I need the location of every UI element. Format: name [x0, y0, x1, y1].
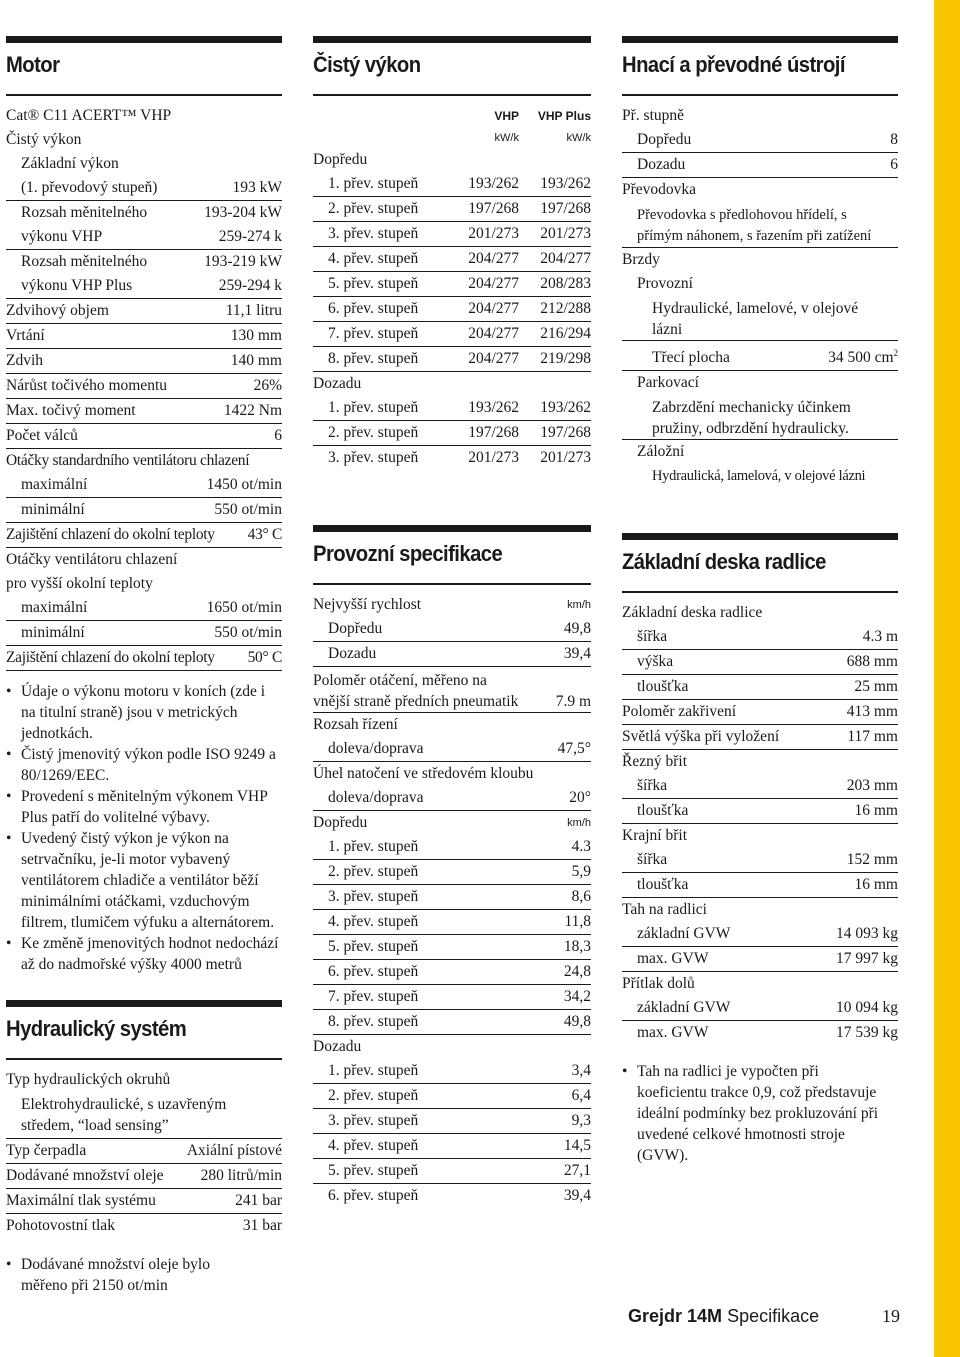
gear-row: 2. přev. stupeň 6,4 [313, 1084, 591, 1109]
divider [313, 583, 591, 585]
gear-row: 2. přev. stupeň 197/268 197/268 [313, 197, 591, 222]
arc-radius-row: Poloměr zakřivení 413 mm [622, 700, 898, 725]
gear-row: 3. přev. stupeň 201/273 201/273 [313, 222, 591, 247]
net-power-label: Čistý výkon [6, 131, 82, 148]
divider [622, 591, 898, 593]
secondary-brake-label: Záložní [637, 443, 685, 461]
gear-row: 6. přev. stupeň 24,8 [313, 960, 591, 985]
pump-row: Typ čerpadla Axiální pístové [6, 1139, 282, 1164]
cooling-hi-row: Zajištění chlazení do okolní teploty 50° C [6, 646, 282, 671]
eb-thickness-row: tloušťka 16 mm [622, 873, 898, 898]
note-item: • Dodávané množství oleje bylo měřeno při 2150 ot/min [6, 1254, 242, 1296]
ops-section [313, 525, 591, 1208]
net-power-title: Čistý výkon [313, 52, 421, 77]
top-speed-row: Nejvyšší rychlost km/h [313, 596, 591, 613]
reverse-label: Dozadu [313, 375, 362, 392]
friction-row: Třecí plocha 34 500 $cm^2$ [622, 341, 898, 371]
moldboard-notes [622, 1061, 898, 1166]
ops-title: Provozní specifikace [313, 541, 503, 566]
gear-row: 1. přev. stupeň 193/262 193/262 [313, 172, 591, 197]
divider [622, 94, 898, 96]
speed-forward-rows [313, 835, 591, 1035]
divider [313, 94, 591, 96]
down-pressure-label: Přítlak dolů [622, 975, 695, 993]
mb-thickness-row: tloušťka 25 mm [622, 675, 898, 700]
drivetrain-title: Hnací a převodné ústrojí [622, 52, 845, 77]
page-footer [628, 1306, 900, 1327]
note-item: • Provedení s měnitelným výkonem VHP Plus patří do volitelné výbavy. [6, 786, 282, 828]
engine-model: Cat® C11 ACERT™ VHP [6, 107, 172, 124]
gear-row: 5. přev. stupeň 27,1 [313, 1159, 591, 1184]
end-bit-label: Krajní břit [622, 827, 687, 845]
range-vhp-row: Rozsah měnitelného 193-204 kW [21, 204, 282, 221]
fan-std-label: Otáčky standardního ventilátoru chlazení [6, 452, 250, 469]
pull-base-row: základní GVW 14 093 kg [622, 922, 898, 947]
blade-pull-label: Tah na radlici [622, 901, 707, 919]
gear-row: 1. přev. stupeň 4.3 [313, 835, 591, 860]
cooling-std-row: Zajištění chlazení do okolní teploty 43° C [6, 523, 282, 548]
column-net-power [313, 36, 591, 1208]
table-units: kW/k kW/k [494, 132, 591, 144]
gear-row: 8. přev. stupeň 204/277 219/298 [313, 347, 591, 372]
gear-row: 4. přev. stupeň 14,5 [313, 1134, 591, 1159]
transmission-label: Převodovka [622, 181, 697, 198]
steering-label: Rozsah řízení [313, 716, 398, 733]
fan-hi-max-row: maximální 1650 ot/min [6, 596, 282, 621]
range-vhp-row-2: výkonu VHP 259-274 k [6, 225, 282, 250]
gear-row: 2. přev. stupeň 197/268 197/268 [313, 421, 591, 446]
bore-row: Vrtání 130 mm [6, 324, 282, 349]
fan-hi-label-2: pro vyšší okolní teploty [6, 575, 153, 592]
reverse-rows [313, 396, 591, 470]
motor-title: Motor [6, 52, 60, 77]
parking-brake-desc: Zabrzdění mechanicky účinkem [652, 399, 851, 417]
gear-row: 3. přev. stupeň 8,6 [313, 885, 591, 910]
note-item: • Čistý jmenovitý výkon podle ISO 9249 a 80/1269/EEC. [6, 744, 282, 786]
circuit-type-label: Typ hydraulických okruhů [6, 1071, 171, 1088]
transmission-desc-2: přímým náhonem, s řazením při zatížení [622, 226, 898, 248]
divider [6, 94, 282, 96]
engine-notes [6, 681, 282, 975]
gear-row: 8. přev. stupeň 49,8 [313, 1010, 591, 1035]
parking-brake-desc-2: pružiny, odbrzdění hydraulicky. [622, 418, 898, 440]
section-bar [622, 533, 898, 540]
service-brake-desc: Hydraulické, lamelové, v olejové [652, 300, 859, 317]
base-power-label: Základní výkon [21, 155, 119, 172]
speed-forward-label: Dopředu km/h [313, 814, 591, 831]
page-number: 19 [882, 1306, 900, 1326]
gears-reverse-row: Dozadu 6 [622, 153, 898, 178]
fan-std-max-row: maximální 1450 ot/min [6, 473, 282, 498]
secondary-brake-desc: Hydraulická, lamelová, v olejové lázni [652, 468, 866, 485]
note-item: • Uvedený čistý výkon je výkon na setrvačníku, je-li motor vybavený ventilátorem chladiče a ventilátor běží minimálními otáčkami, vzduchovým filtrem, tlumičem výfuku a alternátorem. [6, 828, 282, 933]
section-bar [313, 525, 591, 532]
down-base-row: základní GVW 10 094 kg [622, 996, 898, 1021]
table-header: VHP VHP Plus [494, 109, 591, 123]
note-item: • Údaje o výkonu motoru v koních (zde i na titulní straně) jsou v metrických jednotkách. [6, 681, 282, 744]
column-engine [6, 36, 282, 1296]
fan-hi-label: Otáčky ventilátoru chlazení [6, 551, 178, 568]
model-name: Grejdr 14M [628, 1306, 723, 1326]
gear-row: 7. přev. stupeň 34,2 [313, 985, 591, 1010]
gear-row: 3. přev. stupeň 201/273 201/273 [328, 449, 591, 466]
parking-brake-label: Parkovací [637, 374, 699, 392]
throat-row: Světlá výška při vyložení 117 mm [622, 725, 898, 750]
eb-width-row: šířka 152 mm [622, 848, 898, 873]
standby-row: Pohotovostní tlak 31 bar [6, 1217, 282, 1234]
top-forward-row: Dopředu 49,8 [313, 617, 591, 642]
page-edge-stripe [934, 0, 960, 1357]
range-plus-row: Rozsah měnitelného 193-219 kW [21, 253, 282, 270]
steering-row: doleva/doprava 47,5° [313, 737, 591, 762]
gear-row: 6. přev. stupeň 204/277 212/288 [313, 297, 591, 322]
gear-row: 3. přev. stupeň 9,3 [313, 1109, 591, 1134]
ce-thickness-row: tloušťka 16 mm [622, 799, 898, 824]
gear-row: 4. přev. stupeň 11,8 [313, 910, 591, 935]
flow-row: Dodávané množství oleje 280 litrů/min [6, 1164, 282, 1189]
gear-row: 6. přev. stupeň 39,4 [328, 1187, 591, 1204]
top-reverse-row: Dozadu 39,4 [313, 642, 591, 667]
displacement-row: Zdvihový objem 11,1 litru [6, 299, 282, 324]
speed-reverse-rows [313, 1059, 591, 1208]
mb-width-row: šířka 4.3 m [622, 625, 898, 650]
gear-row: 4. přev. stupeň 204/277 204/277 [313, 247, 591, 272]
service-brake-desc-2: lázni [622, 319, 898, 341]
service-brake-label: Provozní [637, 275, 693, 292]
articulation-label: Úhel natočení ve středovém kloubu [313, 765, 534, 782]
section-bar [313, 36, 591, 43]
hydraulic-section [6, 1000, 282, 1296]
column-drivetrain [622, 36, 898, 1166]
max-torque-row: Max. točivý moment 1422 Nm [6, 399, 282, 424]
fan-std-min-row: minimální 550 ot/min [6, 498, 282, 523]
stroke-row: Zdvih 140 mm [6, 349, 282, 374]
articulation-row: doleva/doprava 20° [313, 786, 591, 811]
note-item: • Ke změně jmenovitých hodnot nedochází až do nadmořské výšky 4000 metrů [6, 933, 282, 975]
gear-row: 7. přev. stupeň 204/277 216/294 [313, 322, 591, 347]
section-bar [6, 1000, 282, 1007]
mb-height-row: výška 688 mm [622, 650, 898, 675]
section-bar [622, 36, 898, 43]
pull-max-row: max. GVW 17 997 kg [622, 947, 898, 972]
ce-width-row: šířka 203 mm [622, 774, 898, 799]
cutting-edge-label: Řezný břit [622, 753, 687, 771]
first-gear-row: (1. převodový stupeň) 193 kW [6, 176, 282, 201]
fan-hi-min-row: minimální 550 ot/min [6, 621, 282, 646]
brakes-label: Brzdy [622, 251, 660, 268]
max-pressure-row: Maximální tlak systému 241 bar [6, 1189, 282, 1214]
gear-row: 1. přev. stupeň 3,4 [313, 1059, 591, 1084]
note-item: • Tah na radlici je vypočten při koeficientu trakce 0,9, což představuje ideální podmínky bez prokluzování při uvedené celkové hmotnosti stroje (GVW). [622, 1061, 888, 1166]
gear-row: 5. přev. stupeň 18,3 [313, 935, 591, 960]
gear-row: 5. přev. stupeň 204/277 208/283 [313, 272, 591, 297]
turn-radius-row: vnější straně předních pneumatik 7.9 m [313, 691, 591, 713]
torque-rise-row: Nárůst točivého momentu 26% [6, 374, 282, 399]
circuit-type-value: Elektrohydraulické, s uzavřeným středem, “load sensing” [6, 1092, 282, 1139]
range-plus-row-2: výkonu VHP Plus 259-294 k [6, 274, 282, 299]
gear-row: 2. přev. stupeň 5,9 [313, 860, 591, 885]
gear-row: 1. přev. stupeň 193/262 193/262 [313, 396, 591, 421]
hydraulic-title: Hydraulický systém [6, 1016, 187, 1041]
forward-label: Dopředu [313, 151, 368, 168]
divider [6, 1058, 282, 1060]
transmission-desc: Převodovka s předlohovou hřídelí, s [637, 207, 847, 223]
hydraulic-notes [6, 1254, 282, 1296]
moldboard-label: Základní deska radlice [622, 604, 763, 622]
cylinders-row: Počet válců 6 [6, 424, 282, 449]
footer-label: Specifikace [727, 1306, 820, 1326]
gears-label: Př. stupně [622, 107, 684, 124]
down-max-row: max. GVW 17 539 kg [637, 1024, 898, 1042]
moldboard-title: Základní deska radlice [622, 549, 826, 575]
gears-forward-row: Dopředu 8 [622, 128, 898, 153]
moldboard-section [622, 533, 898, 1166]
speed-reverse-label: Dozadu [313, 1038, 362, 1055]
turn-radius-label: Poloměr otáčení, měřeno na [313, 672, 487, 689]
forward-rows [313, 172, 591, 372]
section-bar [6, 36, 282, 43]
